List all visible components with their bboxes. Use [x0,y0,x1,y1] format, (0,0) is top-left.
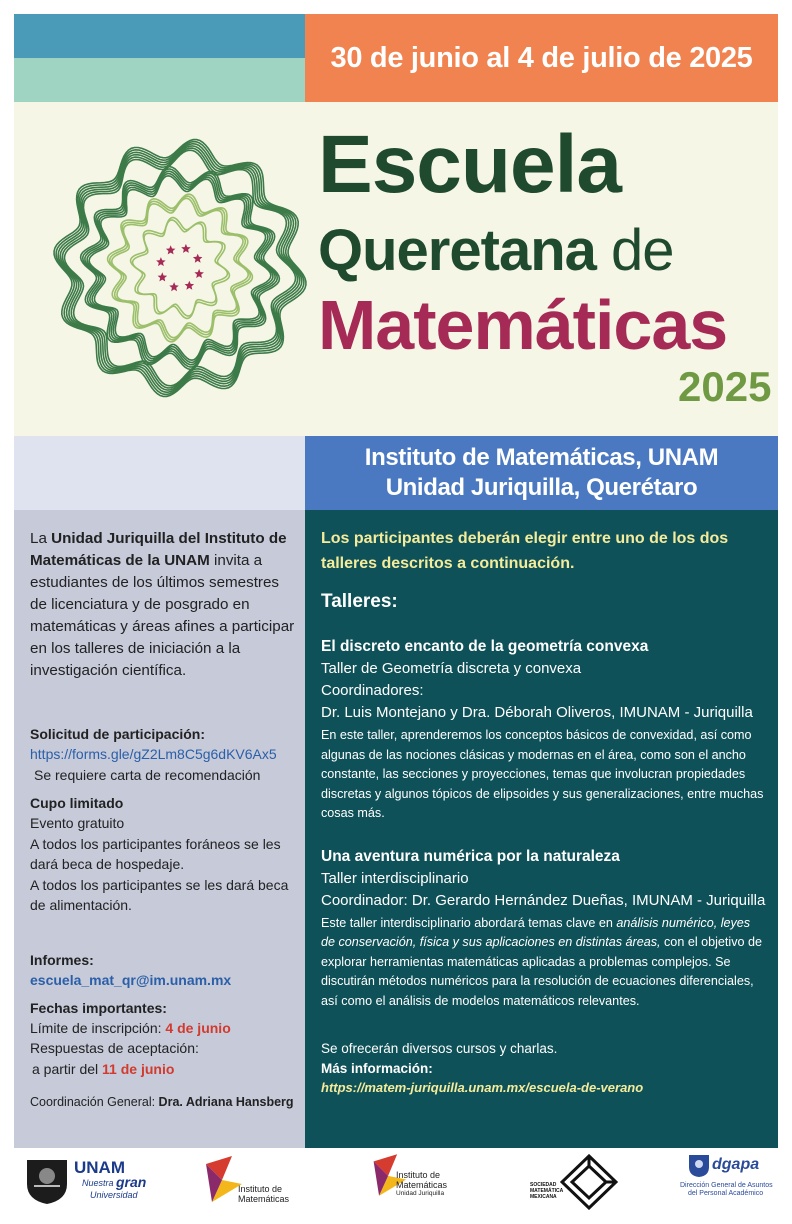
emblem-ring [108,194,253,342]
smm-line3: MEXICANA [530,1194,557,1200]
workshop-1-coord: Dr. Luis Montejano y Dra. Déborah Oliveros, IMUNAM - Juriquilla [321,704,753,721]
solicitud-link[interactable]: https://forms.gle/gZ2Lm8C5g6dKV6Ax5 [30,746,277,762]
im-juriquilla-line1: Instituto de [396,1170,441,1180]
top-band-teal [14,14,305,58]
star-icon [156,257,166,266]
workshop-2-desc [321,914,767,1012]
institute-band [305,436,778,510]
title-de: de [611,218,674,283]
cupo-line: A todos los participantes foráneos se les dará beca de hospedaje. [30,835,281,872]
star-icon [185,281,195,290]
institute-band-left [14,436,305,510]
dgapa-line1: Dirección General de Asuntos [680,1182,773,1189]
emblem-ring [110,196,251,340]
institute-name: Instituto de Matemáticas, UNAM [364,444,719,471]
dgapa-wordmark: dgapa [712,1156,760,1173]
star-icon [181,244,191,253]
date-banner [305,14,778,102]
workshop-1 [321,636,767,824]
workshop-1-subtitle: Taller de Geometría discreta y convexa [321,660,582,677]
coordinacion [30,1093,296,1111]
coordinacion-name: Dra. Adriana Hansberg [158,1095,294,1109]
talleres-heading: Talleres: [321,591,398,612]
workshop-1-title: El discreto encanto de la geometría convexa [321,638,649,655]
dgapa-logo [674,1152,778,1212]
star-icon [194,269,204,278]
workshop-2-desc-italic: análisis numérico, leyes de conservación, física y sus aplicaciones en distintas áreas, [321,915,751,949]
fechas-respuestas-prefix: a partir del [32,1060,103,1077]
dgapa-shield-icon [688,1154,710,1178]
unam-tag-3: Universidad [90,1190,138,1200]
dgapa-line2: del Personal Académico [688,1190,764,1197]
intro-paragraph [30,528,296,682]
workshop-1-coord-label: Coordinadores: [321,682,424,699]
solicitud-heading: Solicitud de participación: [30,726,206,742]
cupo-heading: Cupo limitado [30,795,124,811]
emblem-ring [131,218,230,319]
unam-logo [24,1154,147,1210]
smm-logo [530,1154,630,1210]
fechas-section [30,998,296,1080]
star-icon [158,272,168,281]
event-dates: 30 de junio al 4 de julio de 2025 [330,41,753,74]
fechas-respuestas [30,1059,296,1080]
cupo-section [30,793,296,916]
more-info-line2: Más información: [321,1060,433,1076]
fechas-limite-date: 4 de junio [165,1019,231,1036]
im-juriquilla-logo [370,1152,490,1212]
fechas-respuestas-date: 11 de junio [102,1060,175,1077]
cupo-line: Evento gratuito [30,815,125,831]
im-logo [202,1152,322,1212]
more-info-line1: Se ofrecerán diversos cursos y charlas. [321,1041,558,1056]
title-queretana-word: Queretana [318,218,596,283]
informes-heading: Informes: [30,951,94,968]
informes-section [30,950,296,990]
im-juriquilla-line2: Matemáticas [396,1180,448,1190]
wavy-rings-emblem-icon [50,118,310,418]
top-band-mint [14,58,305,102]
emblem-ring [133,220,228,316]
sponsor-logos [14,1150,778,1216]
title-matematicas: Matemáticas [318,286,728,364]
intro-text-a: La [30,530,52,547]
title-year: 2025 [678,363,772,410]
unam-tag-1: Nuestra [82,1178,114,1188]
workshop-2 [321,846,767,1012]
coordinacion-label: Coordinación General: [30,1095,159,1109]
im-logo-line2: Matemáticas [238,1194,290,1204]
talleres-intro: Los participantes deberán elegir entre uno de los dos talleres descritos a continuación. [321,530,729,572]
emblem-ring [112,198,248,337]
workshop-1-desc: En este taller, aprenderemos los conceptos básicos de convexidad, así como algunas de las nociones clásicas y modernas en el área, como son el ancho constante, las secciones y proyecciones, temas que involucran propiedades discretas y algunos tópicos de elipsoides y sus generalizaciones, entre muchas cosas más. [321,728,764,820]
title-escuela: Escuela [318,119,621,210]
workshop-2-title: Una aventura numérica por la naturaleza [321,847,620,865]
fechas-limite-label: Límite de inscripción: [30,1019,166,1036]
institute-unit: Unidad Juriquilla, Querétaro [385,474,698,501]
smm-cube-icon [560,1154,618,1210]
workshop-2-desc-b: con el objetivo de explorar herramientas matemáticas aplicadas a problemas complejos. Se discutirán métodos numéricos para la resolución de ecuaciones diferenciales, así como el análisis de modelos matemáticos relevantes. [321,935,763,1008]
star-icon [193,254,203,263]
workshop-2-subtitle: Taller interdisciplinario [321,869,469,887]
cupo-line: A todos los participantes se les dará beca de alimentación. [30,876,289,913]
workshop-2-coord: Coordinador: Dr. Gerardo Hernández Dueñas, IMUNAM - Juriquilla [321,891,766,909]
intro-text-b: invita a estudiantes de los últimos semestres de licenciatura y de posgrado en matemáticas y áreas afines a participar en los talleres de iniciación a la investigación científica. [30,552,295,679]
unam-tag-2: gran [116,1174,147,1190]
solicitud-note: Se requiere carta de recomendación [34,766,261,783]
fechas-respuestas-label: Respuestas de aceptación: [30,1040,199,1056]
im-juriquilla-line3: Unidad Juriquilla [396,1190,445,1197]
workshop-2-desc-a: Este taller interdisciplinario abordará temas clave en [321,915,617,930]
unam-wordmark: UNAM [74,1158,125,1177]
unam-shield-icon [24,1156,70,1206]
more-info [321,1039,767,1098]
im-logo-line1: Instituto de [238,1184,283,1194]
star-icon [166,245,176,254]
title-queretana [318,218,674,283]
fechas-limite [30,1018,296,1039]
left-info-column [14,510,305,1148]
workshops-column [305,510,778,1148]
star-icon [169,282,179,291]
solicitud-section [30,724,296,785]
smm-line1: SOCIEDAD [530,1182,557,1188]
fechas-heading: Fechas importantes: [30,999,167,1016]
intro-bold: Unidad Juriquilla del Instituto de Matemáticas de la UNAM [30,530,287,569]
informes-email[interactable]: escuela_mat_qr@im.unam.mx [30,971,232,988]
smm-line2: MATEMÁTICA [530,1188,564,1194]
more-info-link[interactable]: https://matem-juriquilla.unam.mx/escuela-de-verano [321,1080,644,1095]
